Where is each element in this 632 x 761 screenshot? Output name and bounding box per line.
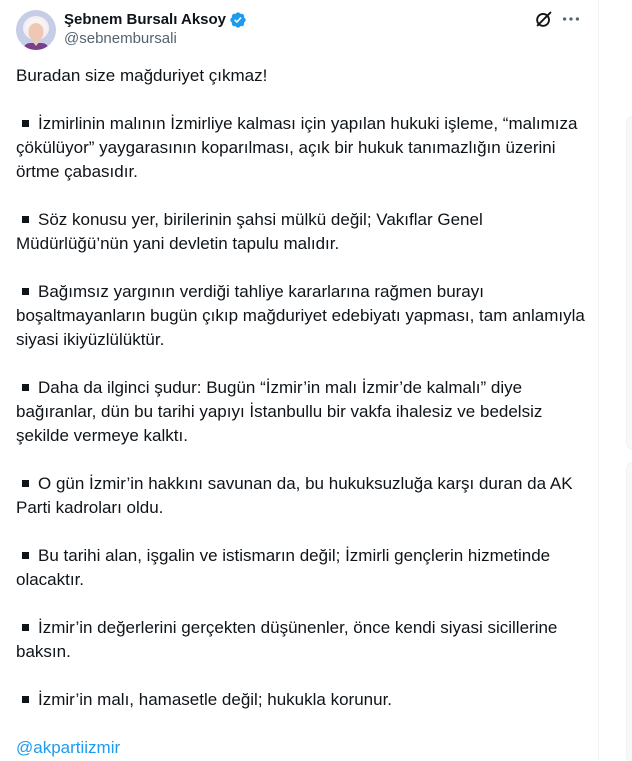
- avatar-portrait: [16, 10, 56, 50]
- bullet-square-icon: [22, 552, 29, 559]
- bullet-square-icon: [22, 696, 29, 703]
- bullet-paragraph: İzmir’in malı, hamasetle değil; hukukla korunur.: [16, 688, 590, 712]
- bullet-square-icon: [22, 624, 29, 631]
- author-name[interactable]: Şebnem Bursalı Aksoy: [64, 11, 227, 28]
- bullet-square-icon: [22, 480, 29, 487]
- bullet-paragraph: O gün İzmir’in hakkını savunan da, bu hukuksuzluğa karşı duran da AK Parti kadroları oldu.: [16, 474, 578, 517]
- author-handle[interactable]: @sebnembursali: [64, 30, 177, 47]
- bullet-paragraph: Söz konusu yer, birilerinin şahsi mülkü değil; Vakıflar Genel Müdürlüğü’nün yani devletin tapulu malıdır.: [16, 210, 488, 253]
- bullet-paragraph: Daha da ilginci şudur: Bugün “İzmir’in malı İzmir’de kalmalı” diye bağıranlar, dün bu tarihi yapıyı İstanbullu bir vakfa ihalesiz ve bedelsiz şekilde vermeye kalktı.: [16, 378, 548, 445]
- avatar[interactable]: [16, 10, 56, 50]
- tweet-intro: Buradan size mağduriyet çıkmaz!: [16, 66, 268, 85]
- side-panel-card: [626, 116, 632, 450]
- bullet-square-icon: [22, 216, 29, 223]
- bullet-square-icon: [22, 384, 29, 391]
- more-icon[interactable]: [560, 8, 582, 30]
- bullet-paragraph: Bağımsız yargının verdiği tahliye kararlarına rağmen burayı boşaltmayanların bugün çıkıp mağduriyet edebiyatı yapması, tam anlamıyla siyasi ikiyüzlülüktür.: [16, 282, 590, 349]
- verified-badge-icon: [229, 11, 247, 29]
- bullet-paragraph: İzmir’in değerlerini gerçekten düşünenler, önce kendi siyasi sicillerine baksın.: [16, 618, 563, 661]
- bullet-paragraph: İzmirlinin malının İzmirliye kalması için yapılan hukuki işleme, “malımıza çökülüyor” yaygarasının koparılması, açık bir hukuk tanımazlığın üzerini örtme çabasıdır.: [16, 114, 583, 181]
- tweet-text: [16, 64, 590, 761]
- grok-icon[interactable]: [533, 8, 555, 30]
- mention-link[interactable]: @akpartiizmir: [16, 738, 121, 757]
- column-divider: [598, 0, 599, 761]
- bullet-paragraph: Bu tarihi alan, işgalin ve istismarın değil; İzmirli gençlerin hizmetinde olacaktır.: [16, 546, 555, 589]
- author-name-row[interactable]: [64, 10, 247, 30]
- bullet-square-icon: [22, 288, 29, 295]
- side-panel-card: [626, 462, 632, 761]
- bullet-square-icon: [22, 120, 29, 127]
